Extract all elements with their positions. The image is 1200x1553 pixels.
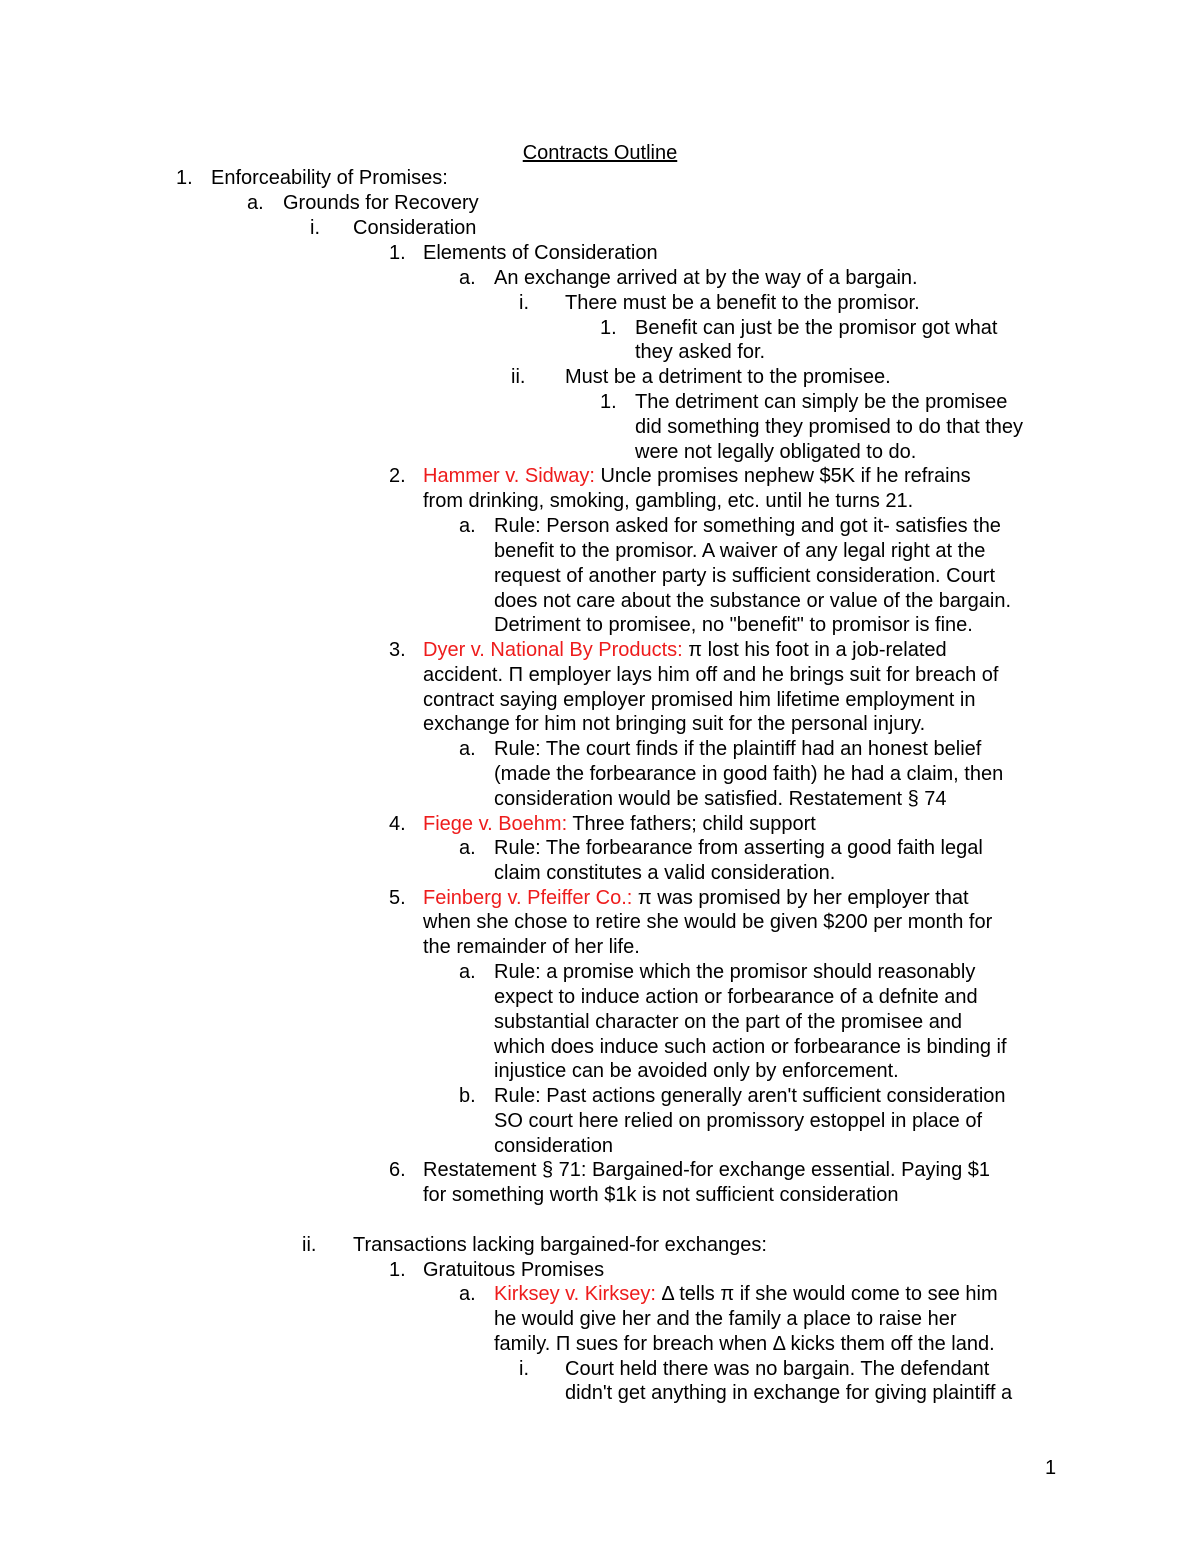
outline-line bbox=[494, 1282, 998, 1307]
outline-text: does not care about the substance or value of the bargain. bbox=[494, 590, 1012, 612]
list-marker: 1. bbox=[389, 1259, 406, 1281]
outline-text: Rule: Past actions generally aren't sufficient consideration bbox=[494, 1085, 1006, 1107]
outline-line bbox=[635, 340, 765, 365]
list-marker: i. bbox=[519, 1358, 529, 1380]
outline-line bbox=[494, 1059, 899, 1084]
list-marker: a. bbox=[459, 961, 476, 983]
outline-line bbox=[494, 1109, 982, 1134]
outline-text: Δ tells π if she would come to see him bbox=[655, 1283, 998, 1305]
outline-line bbox=[423, 935, 640, 960]
case-name: Dyer v. National By Products: bbox=[423, 639, 683, 661]
page-number: 1 bbox=[1045, 1457, 1057, 1479]
outline-text: did something they promised to do that they bbox=[635, 416, 1024, 438]
list-marker: 1. bbox=[176, 167, 193, 189]
outline-line bbox=[565, 1381, 1012, 1406]
outline-text: π was promised by her employer that bbox=[632, 887, 969, 909]
list-marker: a. bbox=[459, 267, 476, 289]
outline-line bbox=[565, 1357, 989, 1382]
outline-text: Three fathers; child support bbox=[567, 813, 816, 835]
outline-text: Consideration bbox=[353, 217, 477, 239]
list-marker: i. bbox=[310, 217, 320, 239]
outline-text: claim constitutes a valid consideration. bbox=[494, 862, 836, 884]
outline-line bbox=[494, 836, 983, 861]
list-marker: a. bbox=[247, 192, 264, 214]
outline-text: Rule: Person asked for something and got it- satisfies the bbox=[494, 515, 1001, 537]
outline-text: Grounds for Recovery bbox=[283, 192, 479, 214]
outline-text: Uncle promises nephew $5K if he refrains bbox=[594, 465, 971, 487]
outline-text: which does induce such action or forbearance is binding if bbox=[494, 1036, 1007, 1058]
outline-line bbox=[494, 1035, 1007, 1060]
outline-text: SO court here relied on promissory estoppel in place of bbox=[494, 1110, 983, 1132]
outline-text: Rule: The court finds if the plaintiff had an honest belief bbox=[494, 738, 982, 760]
outline-line bbox=[494, 613, 973, 638]
outline-line bbox=[423, 1258, 604, 1283]
outline-line bbox=[423, 688, 975, 713]
outline-line bbox=[494, 564, 995, 589]
outline-text: Rule: The forbearance from asserting a good faith legal bbox=[494, 837, 983, 859]
outline-text: contract saying employer promised him lifetime employment in bbox=[423, 689, 976, 711]
list-marker: ii. bbox=[302, 1234, 317, 1256]
outline-line bbox=[494, 985, 978, 1010]
outline-text: injustice can be avoided only by enforcement. bbox=[494, 1060, 899, 1082]
outline-text: benefit to the promisor. A waiver of any legal right at the bbox=[494, 540, 986, 562]
outline-text: There must be a benefit to the promisor. bbox=[565, 292, 920, 314]
outline-text: were not legally obligated to do. bbox=[635, 441, 917, 463]
outline-text: Must be a detriment to the promisee. bbox=[565, 366, 891, 388]
list-marker: 1. bbox=[600, 391, 617, 413]
outline-line bbox=[423, 638, 947, 663]
outline-text: accident. Π employer lays him off and he brings suit for breach of bbox=[423, 664, 999, 686]
outline-line bbox=[423, 663, 998, 688]
outline-line bbox=[494, 1307, 957, 1332]
outline-line bbox=[423, 886, 969, 911]
list-marker: 4. bbox=[389, 813, 406, 835]
case-name: Fiege v. Boehm: bbox=[423, 813, 568, 835]
outline-text: consideration would be satisfied. Restatement § 74 bbox=[494, 788, 947, 810]
list-marker: a. bbox=[459, 1283, 476, 1305]
outline-line bbox=[494, 737, 981, 762]
outline-line bbox=[423, 1158, 990, 1183]
outline-line bbox=[353, 216, 476, 241]
outline-text: Court held there was no bargain. The defendant bbox=[565, 1358, 990, 1380]
outline-text: Enforceability of Promises: bbox=[211, 167, 448, 189]
outline-line bbox=[565, 291, 920, 316]
outline-line bbox=[494, 539, 985, 564]
outline-text: An exchange arrived at by the way of a bargain. bbox=[494, 267, 918, 289]
outline-text: from drinking, smoking, gambling, etc. until he turns 21. bbox=[423, 490, 914, 512]
outline-text: substantial character on the part of the promisee and bbox=[494, 1011, 963, 1033]
list-marker: b. bbox=[459, 1085, 476, 1107]
case-name: Kirksey v. Kirksey: bbox=[494, 1283, 656, 1305]
outline-text: The detriment can simply be the promisee bbox=[635, 391, 1008, 413]
outline-line bbox=[423, 241, 658, 266]
list-marker: i. bbox=[519, 292, 529, 314]
outline-text: Transactions lacking bargained-for exchanges: bbox=[353, 1234, 767, 1256]
outline-line bbox=[494, 1010, 962, 1035]
outline-line bbox=[565, 365, 891, 390]
outline-line bbox=[423, 1183, 898, 1208]
outline-text: the remainder of her life. bbox=[423, 936, 640, 958]
outline-line bbox=[494, 787, 947, 812]
outline-text: family. Π sues for breach when Δ kicks them off the land. bbox=[494, 1333, 995, 1355]
outline-line bbox=[211, 166, 448, 191]
outline-text: (made the forbearance in good faith) he had a claim, then bbox=[494, 763, 1004, 785]
outline-text: when she chose to retire she would be given $200 per month for bbox=[423, 911, 993, 933]
list-marker: a. bbox=[459, 515, 476, 537]
outline-line bbox=[283, 191, 479, 216]
outline-text: Rule: a promise which the promisor should reasonably bbox=[494, 961, 976, 983]
outline-line bbox=[494, 514, 1001, 539]
outline-text: expect to induce action or forbearance of a defnite and bbox=[494, 986, 978, 1008]
outline-text: Detriment to promisee, no "benefit" to promisor is fine. bbox=[494, 614, 973, 636]
outline-line bbox=[423, 464, 971, 489]
outline-text: they asked for. bbox=[635, 341, 766, 363]
outline-text: he would give her and the family a place to raise her bbox=[494, 1308, 957, 1330]
outline-text: consideration bbox=[494, 1135, 613, 1157]
list-marker: 3. bbox=[389, 639, 406, 661]
list-marker: 6. bbox=[389, 1159, 406, 1181]
case-name: Hammer v. Sidway: bbox=[423, 465, 595, 487]
outline-line bbox=[494, 861, 835, 886]
list-marker: 1. bbox=[389, 242, 406, 264]
list-marker: 5. bbox=[389, 887, 406, 909]
outline-line bbox=[423, 489, 913, 514]
outline-line bbox=[423, 812, 816, 837]
list-marker: 2. bbox=[389, 465, 406, 487]
outline-text: request of another party is sufficient consideration. Court bbox=[494, 565, 996, 587]
outline-line bbox=[635, 316, 997, 341]
page-title: Contracts Outline bbox=[522, 142, 678, 164]
outline-line bbox=[635, 415, 1023, 440]
outline-text: Benefit can just be the promisor got what bbox=[635, 317, 998, 339]
list-marker: a. bbox=[459, 837, 476, 859]
outline-line bbox=[353, 1233, 767, 1258]
outline-text: Gratuitous Promises bbox=[423, 1259, 605, 1281]
outline-line bbox=[635, 390, 1007, 415]
outline-line bbox=[635, 440, 916, 465]
list-marker: a. bbox=[459, 738, 476, 760]
outline-text: for something worth $1k is not sufficient consideration bbox=[423, 1184, 899, 1206]
outline-text: Restatement § 71: Bargained-for exchange essential. Paying $1 bbox=[423, 1159, 991, 1181]
outline-line bbox=[494, 266, 918, 291]
outline-text: exchange for him not bringing suit for the personal injury. bbox=[423, 713, 926, 735]
list-marker: ii. bbox=[511, 366, 526, 388]
outline-line bbox=[494, 1084, 1006, 1109]
outline-line bbox=[494, 960, 975, 985]
outline-text: Elements of Consideration bbox=[423, 242, 658, 264]
outline-line bbox=[494, 589, 1011, 614]
outline-line bbox=[494, 1134, 613, 1159]
case-name: Feinberg v. Pfeiffer Co.: bbox=[423, 887, 633, 909]
outline-text: π lost his foot in a job-related bbox=[682, 639, 947, 661]
outline-text: didn't get anything in exchange for giving plaintiff a bbox=[565, 1382, 1013, 1404]
list-marker: 1. bbox=[600, 317, 617, 339]
outline-line bbox=[494, 762, 1003, 787]
outline-line bbox=[494, 1332, 995, 1357]
outline-line bbox=[423, 712, 925, 737]
outline-line bbox=[423, 910, 992, 935]
